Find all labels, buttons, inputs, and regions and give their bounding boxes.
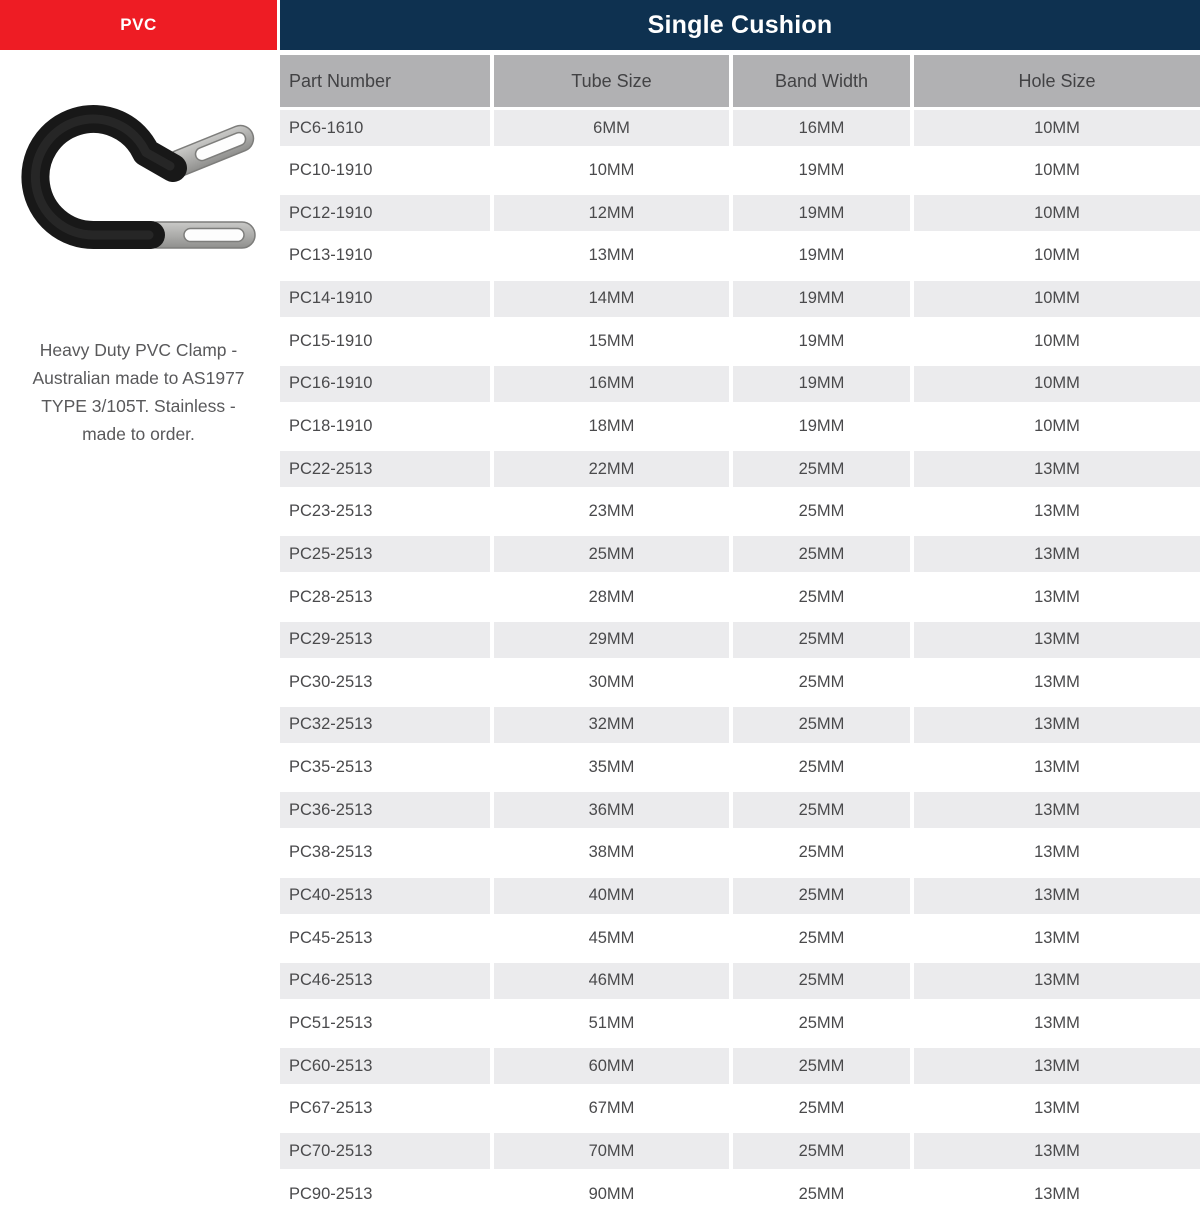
- cell-tube-size: 35MM: [494, 750, 729, 786]
- content-area: [0, 50, 1200, 1219]
- cell-part-number: PC22-2513: [280, 451, 490, 487]
- cell-band-width: 25MM: [733, 622, 910, 658]
- cell-tube-size: 70MM: [494, 1133, 729, 1169]
- cell-part-number: PC38-2513: [280, 835, 490, 871]
- table-row: [280, 1091, 1200, 1127]
- page-title: Single Cushion: [647, 10, 833, 39]
- pvc-clamp-image: [12, 105, 262, 251]
- table-row: [280, 622, 1200, 658]
- table-title-banner: [280, 0, 1200, 50]
- cell-hole-size: 13MM: [914, 579, 1200, 615]
- cell-band-width: 25MM: [733, 451, 910, 487]
- cell-part-number: PC15-1910: [280, 323, 490, 359]
- cell-tube-size: 90MM: [494, 1176, 729, 1212]
- table-row: [280, 281, 1200, 317]
- cell-part-number: PC90-2513: [280, 1176, 490, 1212]
- cell-hole-size: 13MM: [914, 835, 1200, 871]
- cell-band-width: 25MM: [733, 1091, 910, 1127]
- cell-tube-size: 60MM: [494, 1048, 729, 1084]
- cell-tube-size: 51MM: [494, 1005, 729, 1041]
- cell-hole-size: 13MM: [914, 963, 1200, 999]
- header-hole-size: Hole Size: [914, 55, 1200, 107]
- cell-tube-size: 29MM: [494, 622, 729, 658]
- cell-part-number: PC45-2513: [280, 920, 490, 956]
- table-row: [280, 195, 1200, 231]
- cell-tube-size: 16MM: [494, 366, 729, 402]
- cell-band-width: 19MM: [733, 323, 910, 359]
- cell-tube-size: 18MM: [494, 408, 729, 444]
- cell-band-width: 25MM: [733, 494, 910, 530]
- cell-part-number: PC46-2513: [280, 963, 490, 999]
- cell-band-width: 25MM: [733, 1176, 910, 1212]
- cell-band-width: 25MM: [733, 920, 910, 956]
- cell-band-width: 25MM: [733, 536, 910, 572]
- cell-part-number: PC29-2513: [280, 622, 490, 658]
- description-line: made to order.: [82, 424, 195, 444]
- cell-hole-size: 13MM: [914, 622, 1200, 658]
- cell-tube-size: 46MM: [494, 963, 729, 999]
- cell-part-number: PC67-2513: [280, 1091, 490, 1127]
- header-part-number: Part Number: [280, 55, 490, 107]
- cell-hole-size: 10MM: [914, 110, 1200, 146]
- cell-part-number: PC25-2513: [280, 536, 490, 572]
- cell-band-width: 25MM: [733, 579, 910, 615]
- cell-tube-size: 40MM: [494, 878, 729, 914]
- cell-part-number: PC36-2513: [280, 792, 490, 828]
- cell-hole-size: 10MM: [914, 153, 1200, 189]
- cell-part-number: PC30-2513: [280, 664, 490, 700]
- category-label: PVC: [120, 15, 157, 34]
- cell-hole-size: 10MM: [914, 238, 1200, 274]
- table-row: [280, 750, 1200, 786]
- cell-hole-size: 13MM: [914, 920, 1200, 956]
- cell-hole-size: 10MM: [914, 408, 1200, 444]
- clamp-rubber-loop: [35, 119, 173, 235]
- top-banner-row: [0, 0, 1200, 50]
- cell-tube-size: 10MM: [494, 153, 729, 189]
- left-panel: [0, 50, 280, 1219]
- cell-band-width: 19MM: [733, 153, 910, 189]
- cell-band-width: 19MM: [733, 238, 910, 274]
- table-row: [280, 366, 1200, 402]
- cell-tube-size: 22MM: [494, 451, 729, 487]
- cell-hole-size: 13MM: [914, 1133, 1200, 1169]
- cell-hole-size: 13MM: [914, 707, 1200, 743]
- cell-tube-size: 45MM: [494, 920, 729, 956]
- cell-band-width: 19MM: [733, 366, 910, 402]
- cell-part-number: PC14-1910: [280, 281, 490, 317]
- table-row: [280, 1048, 1200, 1084]
- cell-hole-size: 13MM: [914, 750, 1200, 786]
- cell-hole-size: 10MM: [914, 195, 1200, 231]
- cell-tube-size: 28MM: [494, 579, 729, 615]
- product-description: [0, 336, 277, 448]
- cell-band-width: 25MM: [733, 1005, 910, 1041]
- table-row: [280, 579, 1200, 615]
- cell-band-width: 25MM: [733, 1133, 910, 1169]
- cell-part-number: PC23-2513: [280, 494, 490, 530]
- cell-part-number: PC35-2513: [280, 750, 490, 786]
- cell-tube-size: 12MM: [494, 195, 729, 231]
- table-row: [280, 1005, 1200, 1041]
- cell-hole-size: 13MM: [914, 451, 1200, 487]
- cell-band-width: 19MM: [733, 195, 910, 231]
- cell-tube-size: 14MM: [494, 281, 729, 317]
- table-row: [280, 408, 1200, 444]
- cell-band-width: 25MM: [733, 664, 910, 700]
- table-row: [280, 963, 1200, 999]
- table-body: [280, 110, 1200, 1212]
- cell-part-number: PC16-1910: [280, 366, 490, 402]
- cell-band-width: 25MM: [733, 792, 910, 828]
- cell-hole-size: 13MM: [914, 1048, 1200, 1084]
- cell-band-width: 25MM: [733, 707, 910, 743]
- cell-tube-size: 67MM: [494, 1091, 729, 1127]
- table-row: [280, 1133, 1200, 1169]
- table-row: [280, 792, 1200, 828]
- cell-tube-size: 38MM: [494, 835, 729, 871]
- cell-tube-size: 6MM: [494, 110, 729, 146]
- cell-tube-size: 32MM: [494, 707, 729, 743]
- spec-table: [280, 50, 1200, 1219]
- table-row: [280, 835, 1200, 871]
- cell-hole-size: 10MM: [914, 323, 1200, 359]
- cell-band-width: 16MM: [733, 110, 910, 146]
- cell-tube-size: 23MM: [494, 494, 729, 530]
- table-row: [280, 494, 1200, 530]
- table-row: [280, 920, 1200, 956]
- table-row: [280, 664, 1200, 700]
- table-row: [280, 153, 1200, 189]
- cell-tube-size: 13MM: [494, 238, 729, 274]
- cell-part-number: PC18-1910: [280, 408, 490, 444]
- cell-part-number: PC51-2513: [280, 1005, 490, 1041]
- cell-band-width: 25MM: [733, 1048, 910, 1084]
- description-line: Heavy Duty PVC Clamp -: [39, 340, 238, 360]
- header-band-width: Band Width: [733, 55, 910, 107]
- cell-hole-size: 13MM: [914, 664, 1200, 700]
- description-line: TYPE 3/105T. Stainless -: [41, 396, 236, 416]
- cell-hole-size: 13MM: [914, 1005, 1200, 1041]
- table-row: [280, 1176, 1200, 1212]
- cell-tube-size: 25MM: [494, 536, 729, 572]
- cell-hole-size: 13MM: [914, 792, 1200, 828]
- cell-hole-size: 13MM: [914, 1091, 1200, 1127]
- table-row: [280, 878, 1200, 914]
- cell-band-width: 19MM: [733, 408, 910, 444]
- cell-part-number: PC12-1910: [280, 195, 490, 231]
- cell-tube-size: 15MM: [494, 323, 729, 359]
- cell-part-number: PC13-1910: [280, 238, 490, 274]
- table-row: [280, 451, 1200, 487]
- cell-band-width: 25MM: [733, 835, 910, 871]
- cell-hole-size: 10MM: [914, 366, 1200, 402]
- cell-part-number: PC28-2513: [280, 579, 490, 615]
- cell-part-number: PC6-1610: [280, 110, 490, 146]
- table-header-row: [280, 55, 1200, 107]
- cell-part-number: PC40-2513: [280, 878, 490, 914]
- cell-part-number: PC70-2513: [280, 1133, 490, 1169]
- cell-part-number: PC32-2513: [280, 707, 490, 743]
- table-row: [280, 536, 1200, 572]
- cell-tube-size: 36MM: [494, 792, 729, 828]
- table-row: [280, 238, 1200, 274]
- cell-hole-size: 13MM: [914, 536, 1200, 572]
- product-image: [12, 105, 262, 251]
- table-row: [280, 323, 1200, 359]
- cell-part-number: PC10-1910: [280, 153, 490, 189]
- cell-band-width: 25MM: [733, 878, 910, 914]
- cell-hole-size: 10MM: [914, 281, 1200, 317]
- description-line: Australian made to AS1977: [32, 368, 245, 388]
- cell-hole-size: 13MM: [914, 1176, 1200, 1212]
- table-row: [280, 707, 1200, 743]
- cell-band-width: 25MM: [733, 750, 910, 786]
- cell-tube-size: 30MM: [494, 664, 729, 700]
- cell-part-number: PC60-2513: [280, 1048, 490, 1084]
- header-tube-size: Tube Size: [494, 55, 729, 107]
- cell-band-width: 25MM: [733, 963, 910, 999]
- table-row: [280, 110, 1200, 146]
- cell-hole-size: 13MM: [914, 878, 1200, 914]
- category-banner: [0, 0, 277, 50]
- cell-hole-size: 13MM: [914, 494, 1200, 530]
- cell-band-width: 19MM: [733, 281, 910, 317]
